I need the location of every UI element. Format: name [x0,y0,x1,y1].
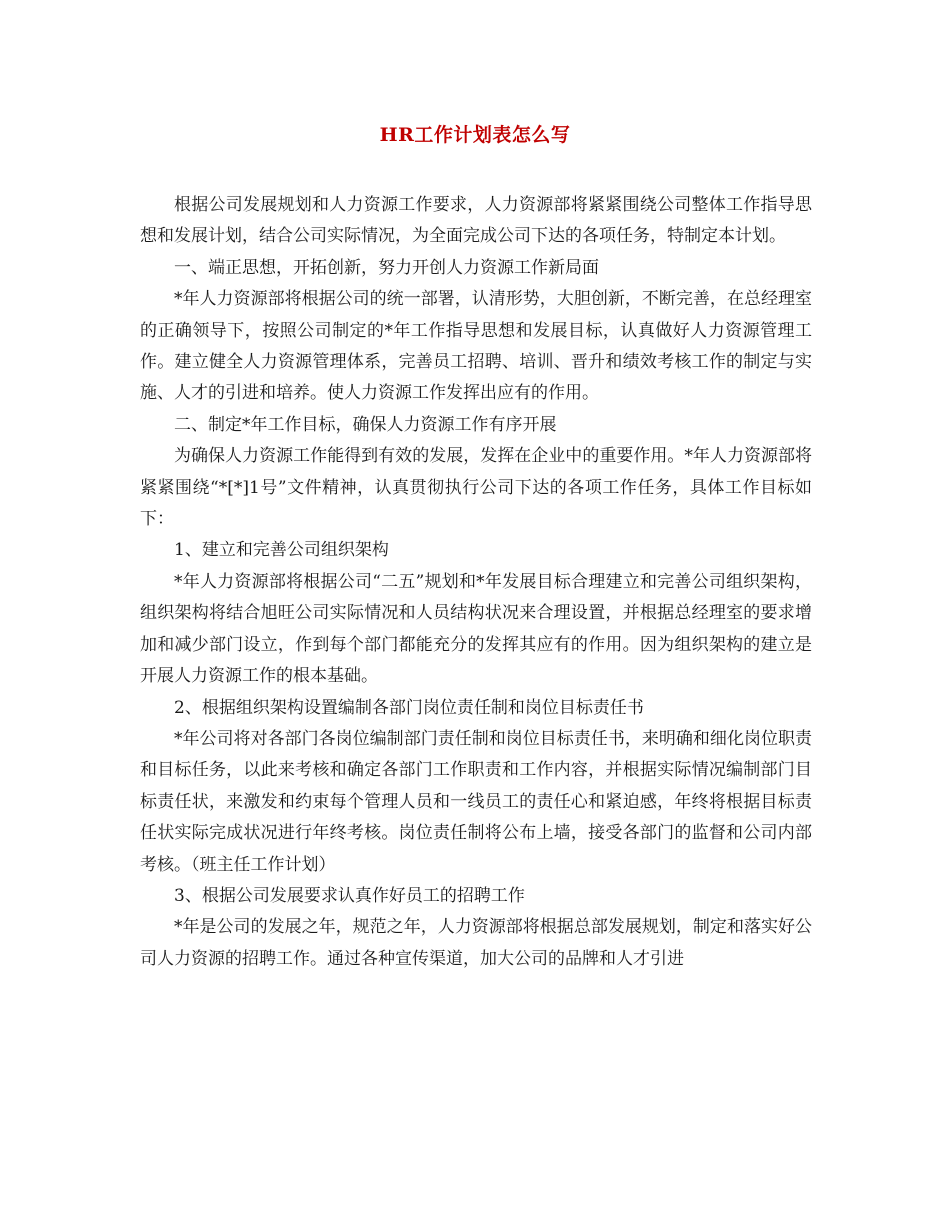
subheading-item-2: 2、根据组织架构设置编制各部门岗位责任制和岗位目标责任书 [174,697,644,718]
paragraph-section-1: *年人力资源部将根据公司的统一部署，认清形势，大胆创新，不断完善，在总经理室的正确领导下，按照公司制定的*年工作指导思想和发展目标，认真做好人力资源管理工作。建立健全人力资源管理体系，完善员工招聘、培训、晋升和绩效考核工作的制定与实施、人才的引进和培养。使人力资源工作发挥出应有的作用。 [140,289,812,404]
paragraph-item-3: *年是公司的发展之年，规范之年，人力资源部将根据总部发展规划，制定和落实好公司人力资源的招聘工作。通过各种宣传渠道，加大公司的品牌和人才引进 [140,917,812,969]
paragraph-item-2: *年公司将对各部门各岗位编制部门责任制和岗位目标责任书，来明确和细化岗位职责和目标任务，以此来考核和确定各部门工作职责和工作内容，并根据实际情况编制部门目标责任状，来激发和约束每个管理人员和一线员工的责任心和紧迫感，年终将根据目标责任状实际完成状况进行年终考核。岗位责任制将公布上墙，接受各部门的监督和公司内部考核。（班主任工作计划） [140,728,812,875]
heading-section-1: 一、端正思想，开拓创新，努力开创人力资源工作新局面 [174,257,599,278]
paragraph-section-2: 为确保人力资源工作能得到有效的发展，发挥在企业中的重要作用。*年人力资源部将紧紧围绕“*[*]1号”文件精神，认真贯彻执行公司下达的各项工作任务，具体工作目标如下： [140,446,812,530]
document-body [140,190,812,975]
subheading-item-3: 3、根据公司发展要求认真作好员工的招聘工作 [174,885,525,906]
document-title: HR工作计划表怎么写 [379,124,571,146]
paragraph-intro: 根据公司发展规划和人力资源工作要求，人力资源部将紧紧围绕公司整体工作指导思想和发展计划，结合公司实际情况，为全面完成公司下达的各项任务，特制定本计划。 [140,195,812,247]
paragraph-item-1: *年人力资源部将根据公司“二五”规划和*年发展目标合理建立和完善公司组织架构，组织架构将结合旭旺公司实际情况和人员结构状况来合理设置，并根据总经理室的要求增加和减少部门设立，作到每个部门都能充分的发挥其应有的作用。因为组织架构的建立是开展人力资源工作的根本基础。 [140,571,812,687]
subheading-item-1: 1、建立和完善公司组织架构 [174,540,389,561]
heading-section-2: 二、制定*年工作目标，确保人力资源工作有序开展 [174,414,557,435]
